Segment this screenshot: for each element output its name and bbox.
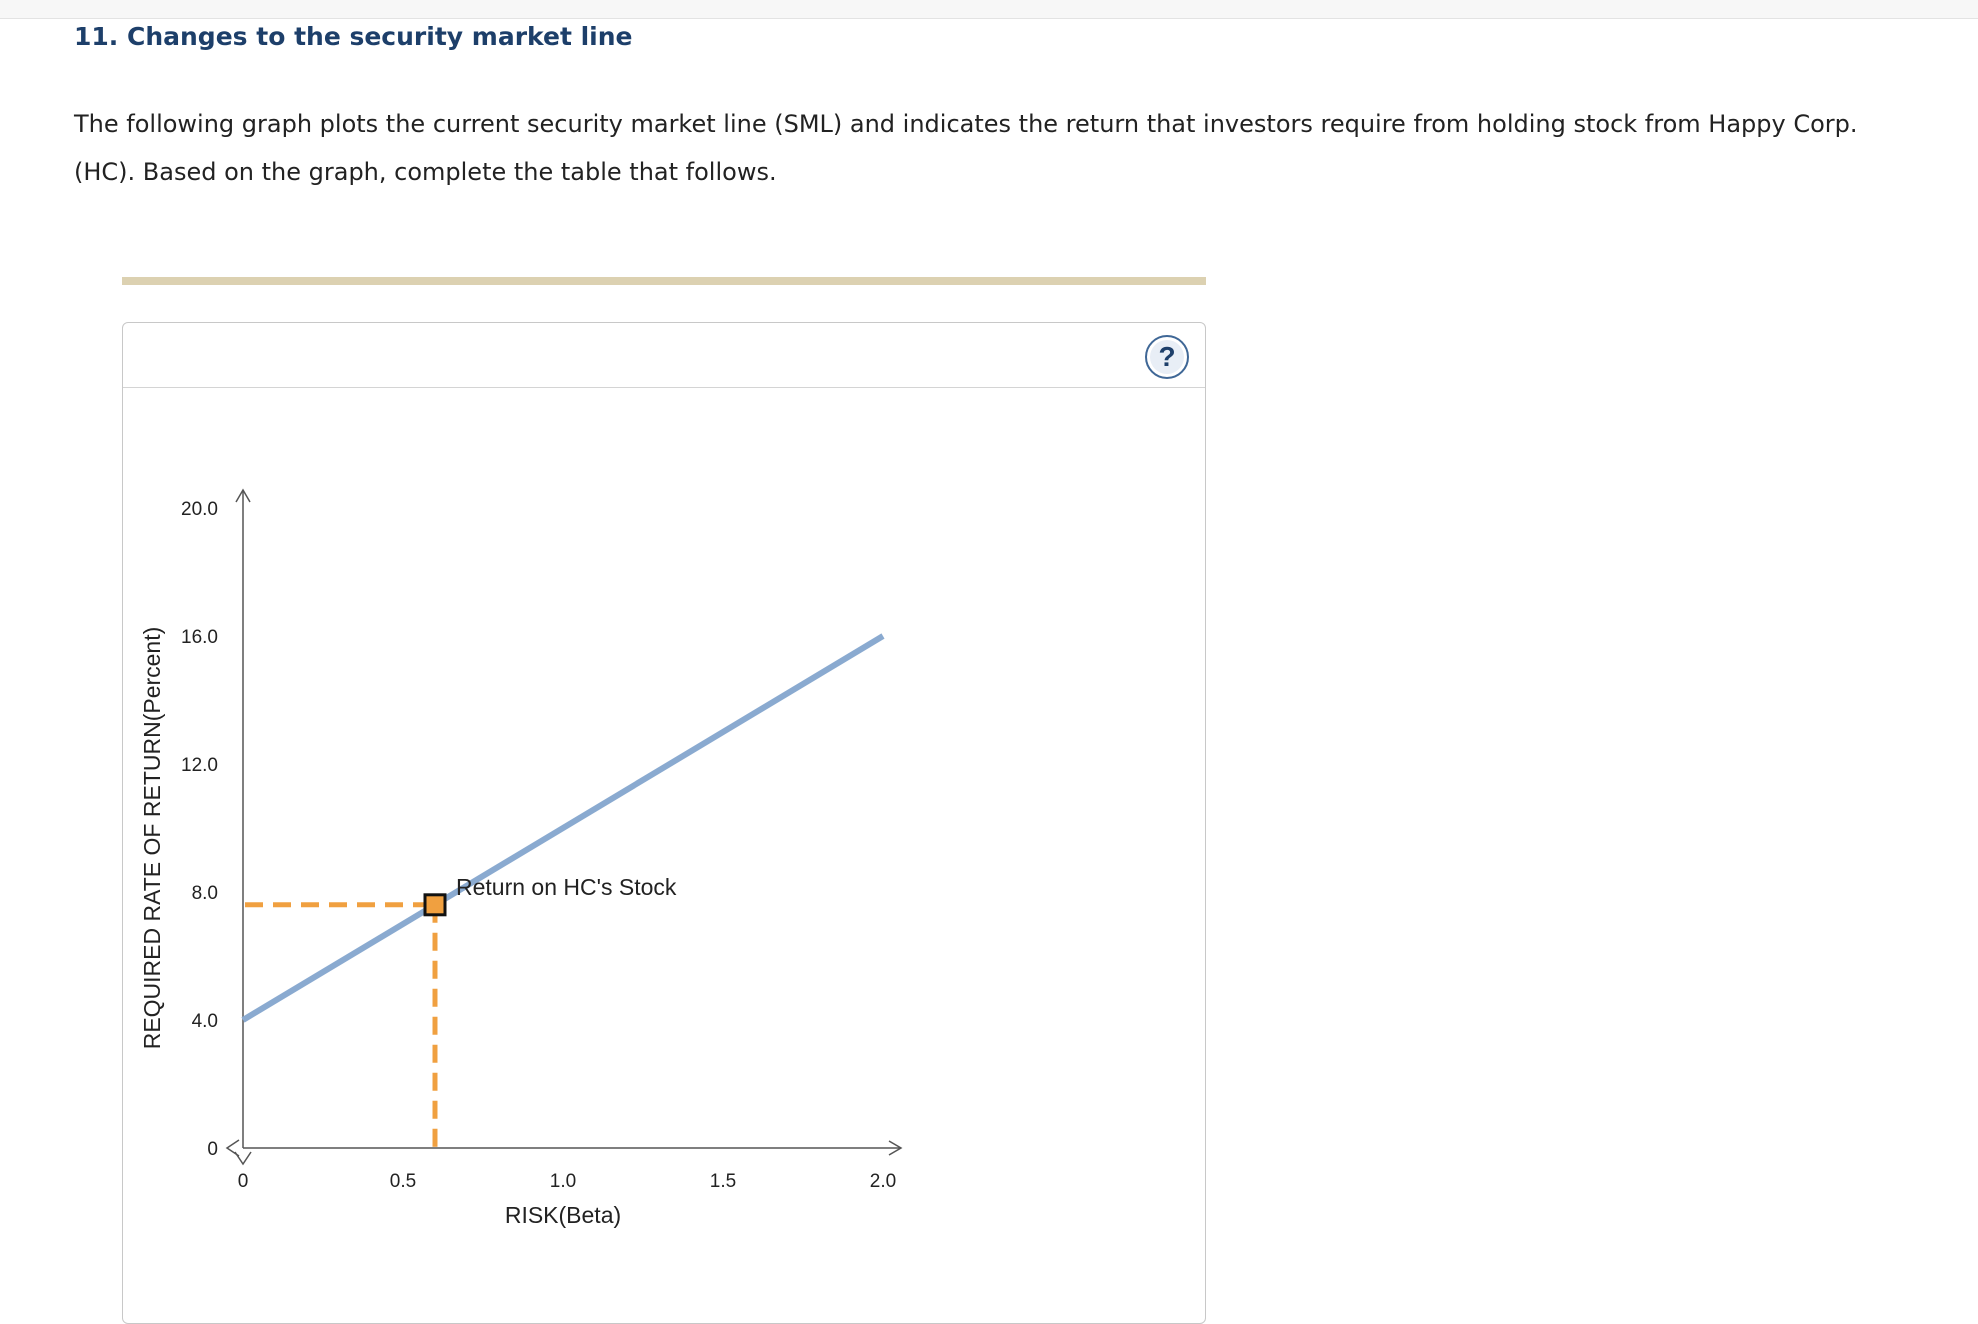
x-tick-label: 1.0 bbox=[549, 1171, 577, 1192]
x-tick-label: 2.0 bbox=[869, 1171, 897, 1192]
y-tick-label: 16.0 bbox=[181, 627, 218, 648]
x-tick-label: 0.5 bbox=[389, 1171, 417, 1192]
question-mark-icon: ? bbox=[1158, 341, 1176, 372]
y-tick-label: 4.0 bbox=[191, 1011, 218, 1032]
hc-stock-point-marker bbox=[425, 895, 445, 915]
y-tick-label: 0 bbox=[207, 1139, 218, 1160]
question-title: 11. Changes to the security market line bbox=[74, 22, 633, 51]
series bbox=[243, 636, 883, 1020]
y-tick-label: 8.0 bbox=[191, 883, 218, 904]
sml-line bbox=[243, 636, 883, 1020]
point-label: Return on HC's Stock bbox=[456, 873, 677, 900]
x-tick-label: 1.5 bbox=[709, 1171, 737, 1192]
x-tick-label: 0 bbox=[237, 1171, 249, 1192]
y-axis-arrow-down bbox=[235, 1152, 251, 1164]
x-axis-title: RISK(Beta) bbox=[504, 1202, 622, 1228]
y-axis-title: REQUIRED RATE OF RETURN(Percent) bbox=[139, 626, 165, 1050]
point-layer bbox=[245, 895, 445, 1147]
intro-paragraph: The following graph plots the current security market line (SML) and indicates the return that investors require from holding stock from Happy Corp. (HC). Based on the graph, complete the table that follows. bbox=[74, 110, 1858, 186]
y-tick-label: 20.0 bbox=[181, 499, 218, 520]
y-tick-label: 12.0 bbox=[181, 755, 218, 776]
x-axis-arrow-left bbox=[227, 1140, 239, 1156]
